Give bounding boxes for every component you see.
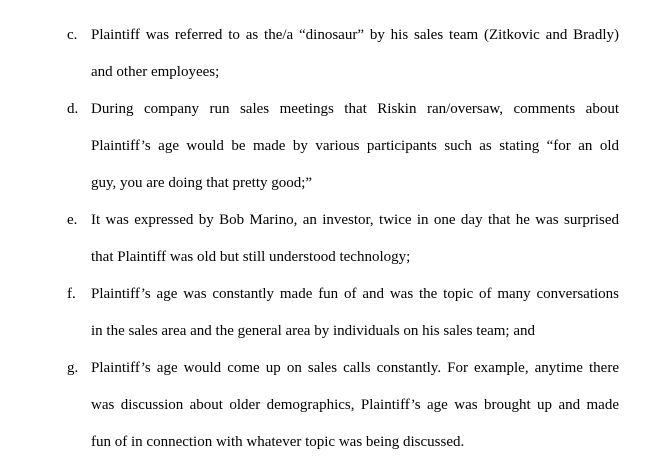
list-marker: e.	[67, 212, 78, 228]
list-item-text-line: Plaintiff was referred to as the/a “dinosaur” by his sales team (Zitkovic and Bradly)	[91, 27, 619, 43]
list-item-text-line: was discussion about older demographics, Plaintiff’s age was brought up and made	[91, 397, 619, 413]
list-item-text-line: It was expressed by Bob Marino, an investor, twice in one day that he was surprised	[91, 212, 619, 228]
list-item-text-line: guy, you are doing that pretty good;”	[91, 175, 313, 191]
list-item-text-line: in the sales area and the general area by individuals on his sales team; and	[91, 323, 536, 339]
list-marker: d.	[67, 101, 79, 117]
list-item-text-line: and other employees;	[91, 64, 220, 80]
list-item-text-line: Plaintiff’s age would be made by various participants such as stating “for an old	[91, 138, 619, 154]
list-marker: g.	[67, 360, 79, 376]
list-item-text-line: Plaintiff’s age would come up on sales calls constantly. For example, anytime there	[91, 360, 619, 376]
list-marker: f.	[67, 286, 76, 302]
list-item-text-line: fun of in connection with whatever topic was being discussed.	[91, 434, 465, 450]
list-item-text-line: Plaintiff’s age was constantly made fun of and was the topic of many conversations	[91, 286, 619, 302]
list-item-text-line: During company run sales meetings that Riskin ran/oversaw, comments about	[91, 101, 619, 117]
list-item-text-line: that Plaintiff was old but still understood technology;	[91, 249, 411, 265]
list-marker: c.	[67, 27, 78, 43]
